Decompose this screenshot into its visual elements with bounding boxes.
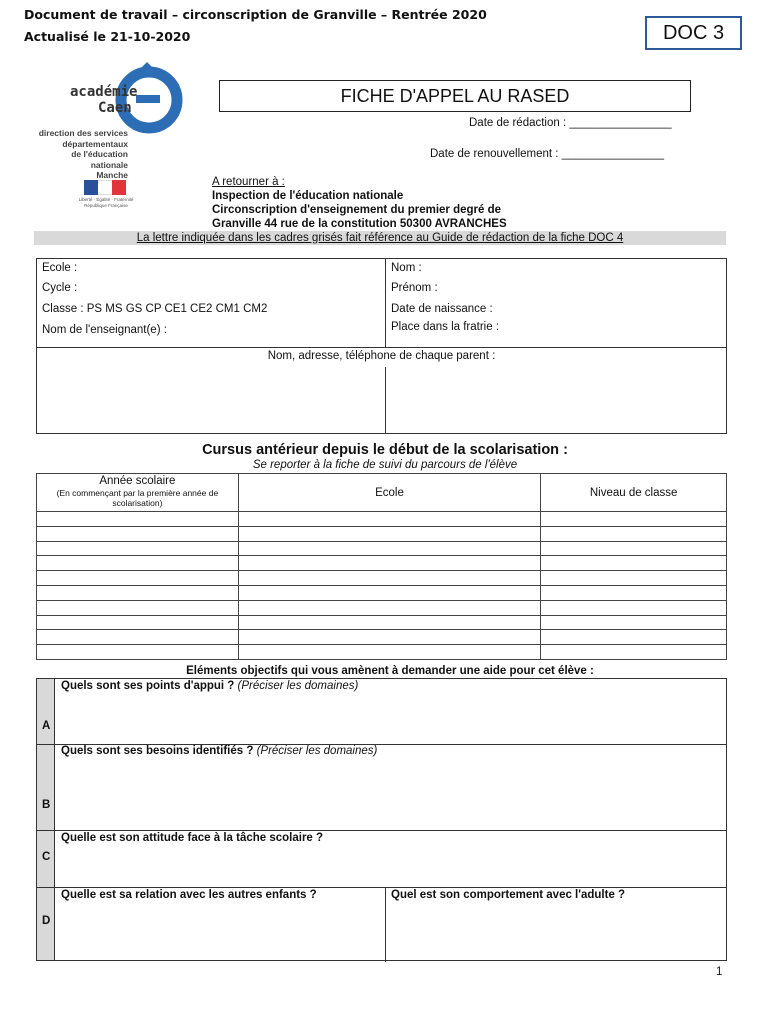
- field-classe[interactable]: Classe : PS MS GS CP CE1 CE2 CM1 CM2: [42, 303, 268, 315]
- retour-label: A retourner à :: [212, 176, 285, 188]
- col-niveau: Niveau de classe: [541, 474, 727, 512]
- table-row[interactable]: [37, 526, 727, 541]
- doc-badge: DOC 3: [645, 16, 742, 50]
- header-line-2: Actualisé le 21-10-2020: [24, 29, 191, 44]
- grey-note-bar: [34, 231, 726, 245]
- elements-title: Eléments objectifs qui vous amènent à demander une aide pour cet élève :: [186, 665, 594, 677]
- retour-line-2: Circonscription d'enseignement du premier degré de: [212, 204, 502, 216]
- date-renouvellement[interactable]: Date de renouvellement : ________________: [430, 148, 665, 160]
- header-line-1: Document de travail – circonscription de Granville – Rentrée 2020: [24, 7, 487, 22]
- elements-block: [36, 678, 727, 961]
- question-b[interactable]: Quels sont ses besoins identifiés ? (Préciser les domaines): [61, 745, 378, 757]
- french-flag-icon: [84, 180, 126, 195]
- cursus-subtitle: Se reporter à la fiche de suivi du parcours de l'élève: [252, 459, 518, 471]
- field-nom[interactable]: Nom :: [391, 262, 422, 274]
- retour-line-1: Inspection de l'éducation nationale: [212, 190, 404, 202]
- table-row[interactable]: [37, 600, 727, 615]
- table-row[interactable]: [37, 585, 727, 600]
- field-prenom[interactable]: Prénom :: [391, 282, 438, 294]
- col-annee: Année scolaire (En commençant par la première année de scolarisation): [37, 474, 239, 512]
- republic-caption: Liberté · Égalité · Fraternité République Française: [78, 197, 134, 208]
- field-fratrie[interactable]: Place dans la fratrie :: [391, 321, 500, 333]
- letter-b: B: [42, 799, 51, 811]
- field-parents[interactable]: Nom, adresse, téléphone de chaque parent :: [267, 350, 496, 362]
- academie-logo: [36, 62, 186, 212]
- question-d-enfants[interactable]: Quelle est sa relation avec les autres enfants ?: [61, 889, 317, 901]
- table-row[interactable]: [37, 541, 727, 556]
- table-row[interactable]: [37, 645, 727, 660]
- letter-c: C: [42, 851, 51, 863]
- question-d-adulte[interactable]: Quel est son comportement avec l'adulte ?: [391, 889, 626, 901]
- question-a[interactable]: Quels sont ses points d'appui ? (Préciser les domaines): [61, 680, 359, 692]
- date-redaction[interactable]: Date de rédaction : ________________: [469, 117, 672, 129]
- retour-line-3: Granville 44 rue de la constitution 50300 AVRANCHES: [212, 218, 507, 230]
- col-ecole: Ecole: [238, 474, 541, 512]
- table-row[interactable]: [37, 571, 727, 586]
- logo-direction: direction des services départementaux de l'éducation nationale Manche: [38, 128, 128, 180]
- field-cycle[interactable]: Cycle :: [42, 282, 78, 294]
- cursus-table: [36, 473, 727, 660]
- field-enseignant[interactable]: Nom de l'enseignant(e) :: [42, 324, 167, 336]
- page-title: FICHE D'APPEL AU RASED: [219, 80, 691, 112]
- logo-caen-text: Caen: [98, 100, 132, 116]
- letter-d: D: [42, 915, 51, 927]
- table-row[interactable]: [37, 556, 727, 571]
- letter-a: A: [42, 720, 51, 732]
- grey-note-text: La lettre indiquée dans les cadres grisés fait référence au Guide de rédaction de la fiche DOC 4: [136, 232, 624, 244]
- field-naissance[interactable]: Date de naissance :: [391, 303, 493, 315]
- logo-academie-text: académie: [70, 84, 138, 100]
- table-row[interactable]: [37, 615, 727, 630]
- question-c[interactable]: Quelle est son attitude face à la tâche scolaire ?: [61, 832, 324, 844]
- identity-block: [36, 258, 727, 434]
- table-row[interactable]: [37, 512, 727, 527]
- table-row[interactable]: [37, 630, 727, 645]
- cursus-title: Cursus antérieur depuis le début de la scolarisation :: [202, 442, 568, 458]
- page-number: 1: [716, 966, 723, 978]
- field-ecole[interactable]: Ecole :: [42, 262, 78, 274]
